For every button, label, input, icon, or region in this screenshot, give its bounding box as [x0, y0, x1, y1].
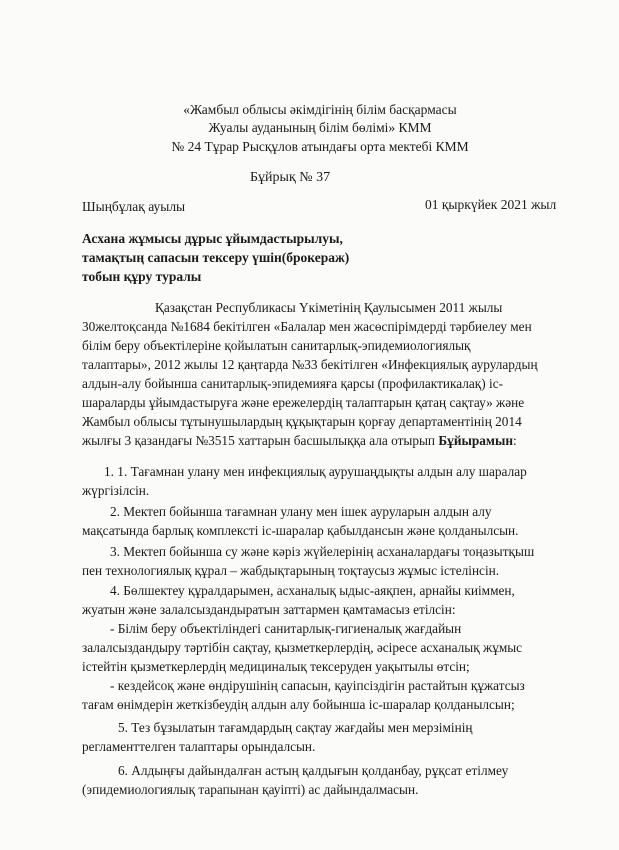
item-5-line-1: 5. Тез бұзылатын тағамдардың сақтау жағдайы мен мерзімінің [118, 720, 473, 735]
order-place: Шыңбұлақ ауылы [82, 199, 186, 214]
item-3-line-2: пен технологиялық құрал – жабдықтарының тоқтаусыз жұмыс істелінсін. [82, 563, 500, 578]
preamble-line-1: Қазақстан Республикасы Үкіметінің Қаулысымен 2011 жылы [155, 300, 503, 315]
preamble-line-8 [82, 431, 517, 450]
item-4-line-2: жуатын және залалсыздандыратын заттармен қамтамасыз етілсін: [82, 602, 456, 617]
order-keyword: Бұйырамын [438, 433, 514, 448]
item-5-line-2: регламенттелген талаптары орындалсын. [82, 739, 316, 754]
item-6-line-2: (эпидемиологиялық тарапынан қауіпті) ас дайындалмасын. [82, 782, 419, 797]
preamble-line-6: шараларды ұйымдастыруға және ережелердің талаптарын қатаң сақтау» және [82, 395, 525, 410]
header-line-1: «Жамбыл облысы әкімдігінің білім басқармасы [183, 102, 457, 117]
item-4-line-4: залалсыздандыру тәртібін сақтау, қызметкерлердің, әсіресе асханалық жұмыс [82, 640, 523, 655]
preamble-line-4: талаптары», 2012 жылы 12 қаңтарда №33 бекітілген «Инфекциялық аурулардың [82, 357, 538, 372]
preamble-line-8-text: жылғы 3 қазандағы №3515 хаттарын басшылыққа ала отырып [82, 433, 439, 448]
header-line-2: Жуалы ауданының білім бөлімі» КММ [208, 120, 432, 135]
item-4-line-1: 4. Бөлшектеу құралдарымен, асханалық ыдыс-аяқпен, арнайы киіммен, [110, 583, 515, 598]
subject-line-3: тобын құру туралы [82, 269, 202, 284]
item-2-line-2: мақсатында барлық комплексті іс-шаралар қабылдансын және қолданылсын. [82, 523, 519, 538]
item-1-line-2: жүргізілсін. [82, 483, 150, 498]
subject-line-2: тамақтың сапасын тексеру үшін(брокераж) [82, 250, 350, 265]
order-title: Бұйрық № 37 [250, 170, 331, 185]
preamble-colon: : [513, 433, 517, 448]
preamble-line-5: алдын-алу бойынша санитарлық-эпидемияға қарсы (профилактикалақ) іс- [82, 376, 504, 391]
preamble-line-2: 30желтоқсанда №1684 бекітілген «Балалар мен жасөспірімдерді тәрбиелеу мен [82, 319, 532, 334]
item-4-line-3: - Білім беру объектіліндегі санитарлық-гигиеналық жағдайын [110, 621, 462, 636]
item-4-line-7: тағам өнімдерін жеткізбеудің алдын алу бойынша іс-шаралар қолданылсын; [82, 697, 515, 712]
subject-line-1: Асхана жұмысы дұрыс ұйымдастырылуы, [82, 231, 343, 246]
item-2-line-1: 2. Мектеп бойынша тағамнан улану мен ішек ауруларын алдын алу [110, 504, 492, 519]
header-line-3: № 24 Тұрар Рысқұлов атындағы орта мектебі КММ [171, 139, 469, 154]
item-3-line-1: 3. Мектеп бойынша су және кәріз жүйелерінің асханалардағы тоңазытқыш [110, 544, 535, 559]
preamble-line-3: білім беру объектілеріне қойылатын санитарлық-эпидемиологиялық [82, 338, 471, 353]
preamble-line-7: Жамбыл облысы тұтынушылардың құқықтарын қорғау департаментінің 2014 [82, 414, 522, 429]
item-4-line-6: - кездейсоқ және өндірушінің сапасын, қауіпсіздігін растайтын құжатсыз [110, 678, 525, 693]
item-6-line-1: 6. Алдыңғы дайындалған астың қалдығын қолданбау, рұқсат етілмеу [118, 763, 509, 778]
order-date: 01 қыркүйек 2021 жыл [425, 197, 557, 212]
item-1-line-1: 1. 1. Тағамнан улану мен инфекциялық аурушаңдықты алдын алу шаралар [104, 464, 527, 479]
item-4-line-5: істейтін қызметкерлердің медициналық тексеруден уақытылы өтсін; [82, 659, 470, 674]
